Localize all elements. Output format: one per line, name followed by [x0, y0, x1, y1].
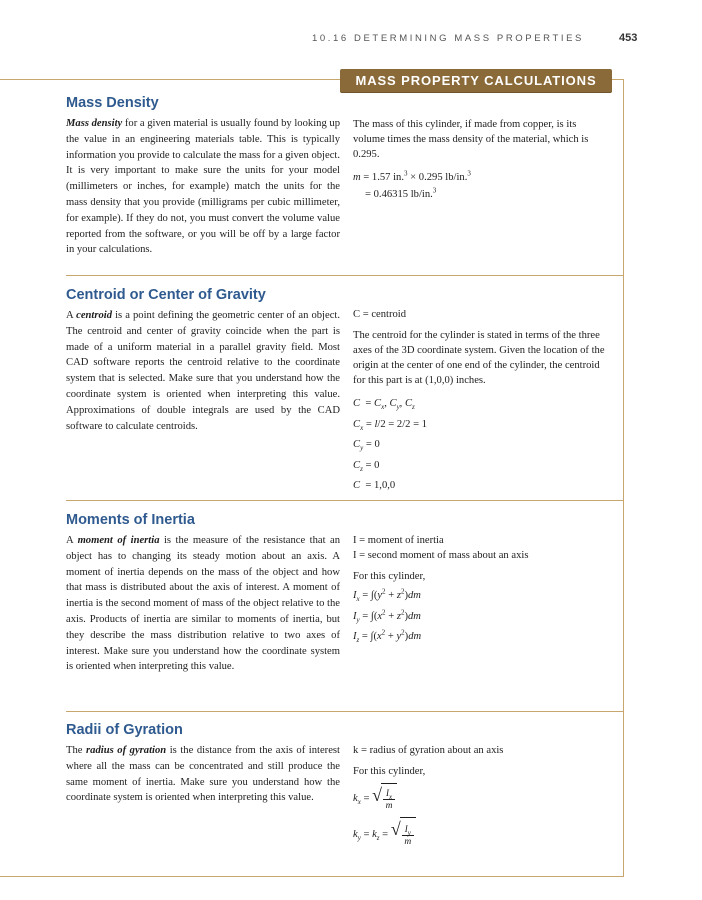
centroid-text: is a point defining the geometric center of an object. The centroid and center of gravity coincide when the part is made of a uniform material in a parallel gravity field. Most CAD software reports the centroid relative to the coordinate system that is selected. Make sure that you understand how the coordinate system is oriented when interpreting this value. Approximations of double integrals are used by the CAD software to calculate centroids.: [66, 310, 340, 432]
section-banner: MASS PROPERTY CALCULATIONS: [340, 69, 612, 92]
inertia-heading: Moments of Inertia: [66, 512, 195, 528]
centroid-term: centroid: [76, 310, 113, 321]
gyration-example: [353, 743, 608, 853]
page-number: 453: [619, 32, 638, 44]
mass-density-example: [353, 117, 608, 205]
frame-bottom-rule: [0, 876, 624, 877]
mass-density-heading: Mass Density: [66, 95, 159, 111]
inertia-prefix: A: [66, 535, 74, 546]
gyration-heading: Radii of Gyration: [66, 722, 183, 738]
inertia-intro: For this cylinder,: [353, 571, 426, 582]
inertia-equation-z: $I_z = \int(x^2 + y^2)dm$: [353, 628, 422, 645]
centroid-prefix: A: [66, 310, 74, 321]
centroid-equation-2: $C_x = l/2 = 2/2 = 1$: [353, 418, 428, 432]
mass-density-intro: The mass of this cylinder, if made from copper, is its volume times the mass density of the material, which is 0.295.: [353, 119, 589, 160]
centroid-equation-1: $C = C_x$, $C_y$, $C_z$: [353, 398, 415, 412]
centroid-body: [66, 308, 340, 434]
gyration-text: is the distance from the axis of interest where all the mass can be concentrated and still produce the same moment of inertia. Make sure you understand how the coordinate system is oriented when interpreting this value.: [66, 745, 340, 804]
section-divider-2: [66, 500, 624, 501]
gyration-body: [66, 743, 340, 806]
gyration-equation-y: $k_y = k_z$ = √ $\frac{I_y}{m}$: [353, 817, 608, 853]
mass-equation-2: = 0.46315 lb/in.$^3$: [365, 186, 437, 200]
frame-right-rule: [623, 79, 624, 876]
inertia-definition-1: I = moment of inertia: [353, 535, 444, 546]
inertia-term: moment of inertia: [77, 535, 160, 546]
centroid-equation-5: C = 1,0,0: [353, 480, 396, 492]
section-divider-1: [66, 275, 624, 276]
centroid-definition: C = centroid: [353, 309, 407, 320]
inertia-equation-x: $I_x = \int(y^2 + z^2)dm$: [353, 587, 421, 604]
centroid-intro: The centroid for the cylinder is stated in terms of the three axes of the 3D coordinate system. Given the location of the origin at the center of one end of the cylinder, the centroid for this part is at (1,0,0) inches.: [353, 330, 605, 386]
centroid-equation-3: $C_y = 0$: [353, 439, 380, 453]
gyration-term: radius of gyration: [86, 745, 167, 756]
inertia-example: [353, 533, 608, 648]
centroid-example: [353, 307, 608, 497]
inertia-text: is the measure of the resistance that an object has to changing its steady motion about an axis. A moment of inertia depends on the mass of the object and how that mass is distributed about the axis of interest. A moment of inertia is the second moment of mass of the object relative to the axis. Products of inertia are similar to moments of inertia, but they describe the mass distribution relative to two axes of interest. Make sure you understand how the coordinate system is oriented when interpreting this value.: [66, 535, 341, 673]
running-head: 10.16 DETERMINING MASS PROPERTIES: [312, 33, 584, 44]
gyration-equation-x: $k_x$ = √ $\frac{I_x}{m}$: [353, 783, 608, 815]
inertia-equation-y: $I_y = \int(x^2 + z^2)dm$: [353, 608, 421, 624]
gyration-prefix: The: [66, 745, 83, 756]
centroid-heading: Centroid or Center of Gravity: [66, 287, 266, 303]
mass-density-text: for a given material is usually found by looking up the value in an engineering materials table. This is typically information you provide to calculate the mass for a given object. It is very important to make sure the units for your model (millimeters or inches, for example) match the units for the mass density that you provide (milligrams per cubic millimeter, for example). If they do not, you must convert the volume value reported from the software, or you will be off by a large factor in your calculations.: [66, 118, 340, 256]
mass-equation-1: m = 1.57 in.$^3$ × 0.295 lb/in.$^3$: [353, 169, 471, 183]
mass-density-body: [66, 116, 340, 258]
mass-density-term: Mass density: [66, 118, 123, 129]
section-divider-3: [66, 711, 624, 712]
inertia-definition-2: I = second moment of mass about an axis: [353, 550, 529, 561]
centroid-equation-4: $C_z = 0$: [353, 459, 380, 473]
inertia-body: [66, 533, 340, 675]
gyration-intro: For this cylinder,: [353, 766, 426, 777]
gyration-definition: k = radius of gyration about an axis: [353, 745, 504, 756]
